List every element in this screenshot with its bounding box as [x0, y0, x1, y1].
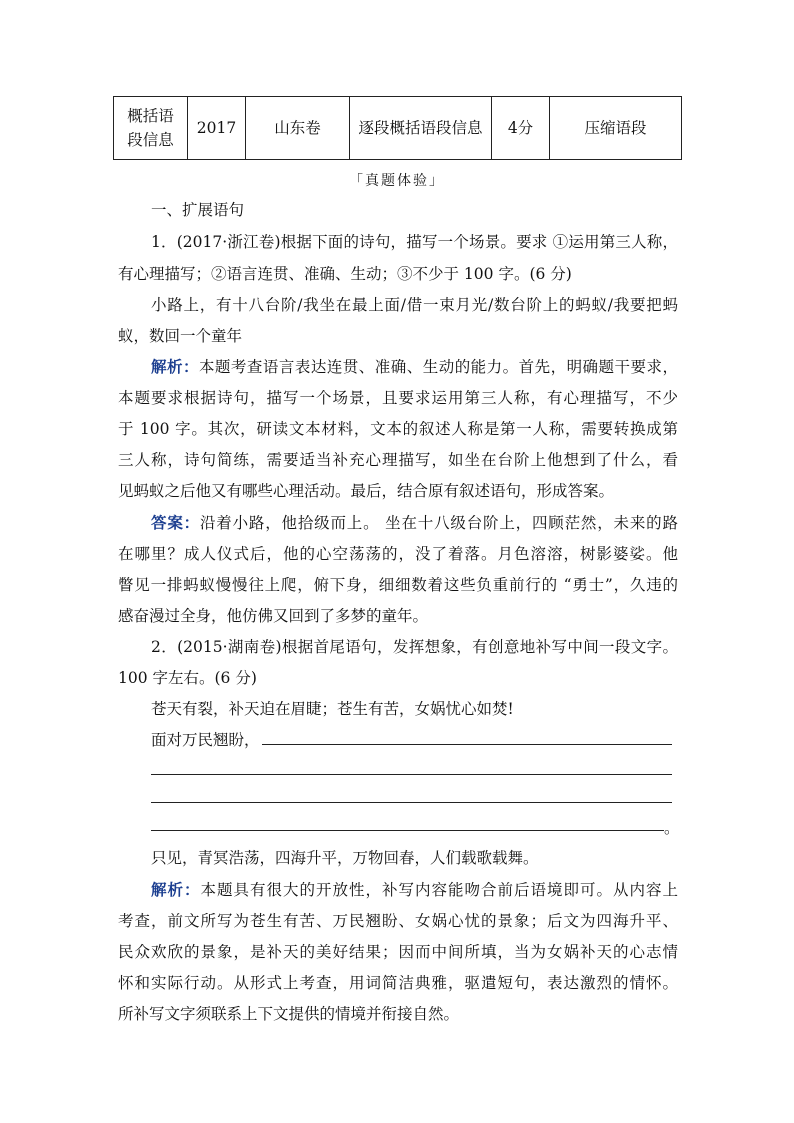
- q1-answer-text: 沿着小路，他拾级而上。 坐在十八级台阶上，四顾茫然，未来的路: [199, 514, 678, 532]
- q2-blank-line-3[interactable]: [151, 802, 672, 803]
- info-category: [114, 97, 188, 160]
- q1-analysis-line-4: 三人称，诗句简练，需要适当补充心理描写，如坐在台阶上他想到了什么，看: [118, 451, 678, 469]
- q2-line-2: 100 字左右。(6 分): [118, 669, 257, 687]
- q1-analysis-line-3: 于 100 字。其次，研读文本材料，文本的叙述人称是第一人称，需要转换成第: [118, 420, 678, 438]
- q2-analysis-line-2: 考查，前文所写为苍生有苦、万民翘盼、女娲心忧的景象；后文为四海升平、: [118, 912, 678, 930]
- section-title: 「真题体验」: [349, 173, 445, 189]
- q2-blank-line-2[interactable]: [151, 774, 672, 775]
- q1-poem-line-1: 小路上，有十八台阶/我坐在最上面/借一束月光/数台阶上的蚂蚁/我要把蚂: [151, 296, 678, 314]
- q2-line-1: 2．(2015·湖南卷)根据首尾语句，发挥想象，有创意地补写中间一段文字。: [151, 638, 678, 656]
- q1-line-1: 1．(2017·浙江卷)根据下面的诗句，描写一个场景。要求 ①运用第三人称，: [151, 233, 678, 251]
- q2-closing: 只见，青冥浩荡，四海升平，万物回春，人们载歌载舞。: [151, 849, 539, 867]
- q1-line-2: 有心理描写；②语言连贯、准确、生动；③不少于 100 字。(6 分): [118, 265, 572, 283]
- q2-opening: 苍天有裂，补天迫在眉睫；苍生有苦，女娲忧心如焚!: [151, 700, 514, 718]
- info-table: [113, 96, 682, 160]
- q1-analysis-line-2: 本题要求根据诗句，描写一个场景，且要求运用第三人称，有心理描写，不少: [118, 389, 678, 407]
- q1-analysis-label: 解析：: [151, 357, 199, 376]
- q2-blank-line-4[interactable]: [151, 830, 664, 831]
- part-heading: 一、扩展语句: [151, 201, 245, 219]
- q2-analysis-label: 解析：: [151, 880, 201, 899]
- info-category-line-1: 概括语: [127, 107, 174, 125]
- info-score: 4分: [492, 97, 550, 160]
- info-category-line-2: 段信息: [127, 131, 174, 149]
- q2-ending-mark: 。: [664, 819, 680, 837]
- info-year: 2017: [188, 97, 246, 160]
- q2-analysis-line-4: 怀和实际行动。从形式上考查，用词简洁典雅，驱遣短句，表达激烈的情怀。: [118, 974, 678, 992]
- q1-answer-label: 答案：: [151, 513, 200, 532]
- q1-analysis-line-1: [151, 357, 678, 379]
- info-paper: 山东卷: [246, 97, 350, 160]
- q2-analysis-line-5: 所补写文字须联系上下文提供的情境并衔接自然。: [118, 1005, 460, 1023]
- q2-analysis-text: 本题具有很大的开放性，补写内容能吻合前后语境即可。从内容上: [200, 881, 678, 899]
- q1-answer-line-4: 感奋漫过全身，他仿佛又回到了多梦的童年。: [118, 607, 429, 625]
- q2-analysis-line-3: 民众欢欣的景象，是补天的美好结果；因而中间所填，当为女娲补天的心志情: [118, 943, 678, 961]
- info-table-row: [114, 97, 682, 160]
- info-task: 逐段概括语段信息: [350, 97, 492, 160]
- q1-answer-line-3: 瞥见一排蚂蚁慢慢往上爬，俯下身，细细数着这些负重前行的 “勇士”，久违的: [118, 576, 678, 594]
- q2-blank-line-1[interactable]: [262, 744, 672, 745]
- q1-analysis-text: 本题考查语言表达连贯、准确、生动的能力。首先，明确题干要求，: [198, 358, 678, 376]
- q1-answer-line-1: [151, 513, 678, 535]
- q1-poem-line-2: 蚁，数回一个童年: [118, 327, 243, 345]
- q2-prompt: 面对万民翘盼，: [151, 731, 260, 749]
- q1-answer-line-2: 在哪里？成人仪式后，他的心空荡荡的，没了着落。月色溶溶，树影婆娑。他: [118, 545, 678, 563]
- info-method: 压缩语段: [550, 97, 682, 160]
- q2-analysis-line-1: [151, 880, 678, 902]
- q1-analysis-line-5: 见蚂蚁之后他又有哪些心理活动。最后，结合原有叙述语句，形成答案。: [118, 482, 615, 500]
